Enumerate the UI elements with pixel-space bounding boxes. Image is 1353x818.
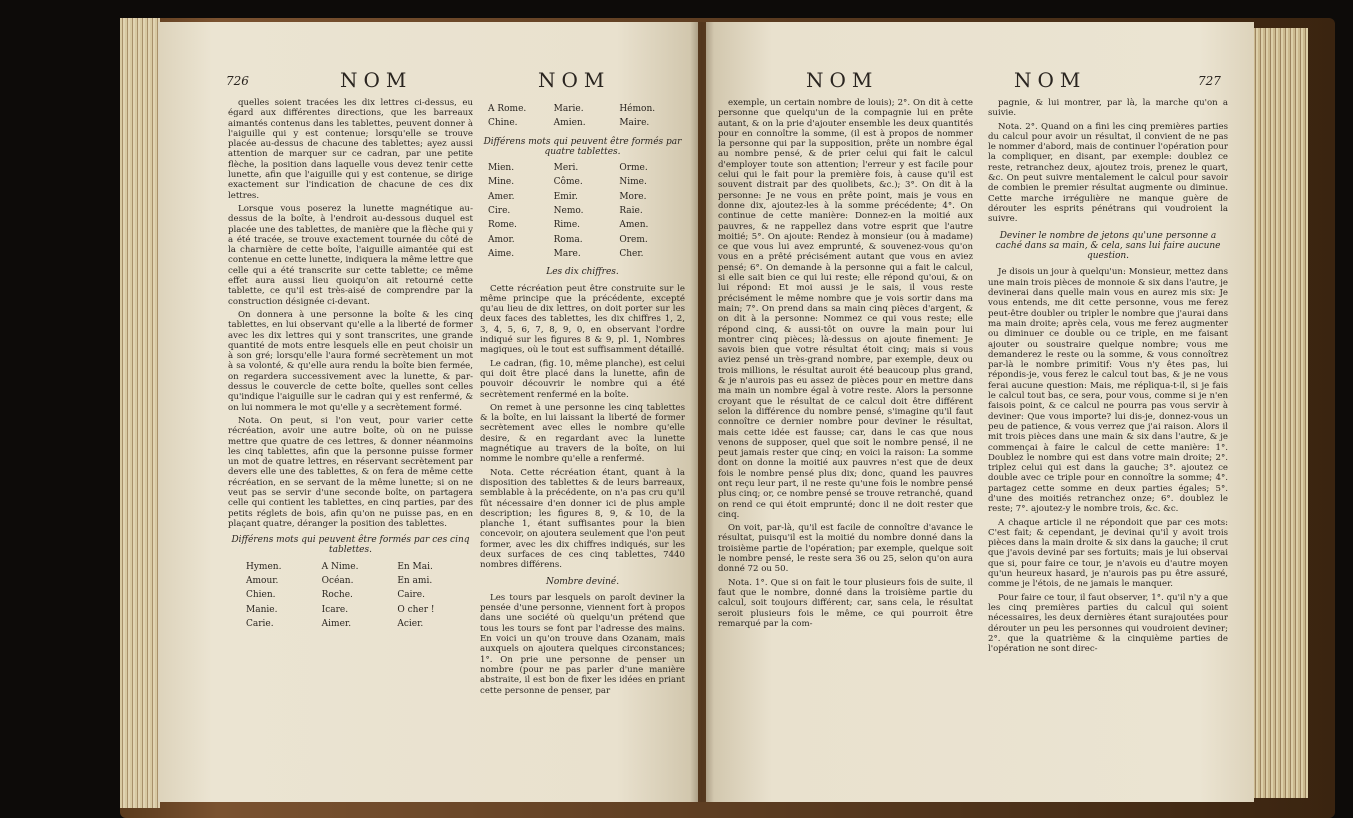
word: Mien. bbox=[488, 163, 515, 174]
section-caption: Différens mots qui peuvent être formés par ces cinq tablettes. bbox=[231, 535, 470, 556]
word: Raie. bbox=[619, 206, 643, 217]
paragraph: quelles soient tracées les dix lettres ci-dessus, eu égard aux différentes directions, que les barreaux aimantés contenus dans les tablettes, peuvent donner à l'aiguille qui y est contenue; lorsqu'elle se trouve placée au-dessus de chacune des tablettes; ayez aussi attention de marquer sur ce cadran, par une petite flèche, la position dans laquelle vous devez tenir cette lunette, afin que l'aiguille qui y est contenue, se dirige exactement sur l'indication de chacune de ces dix lettres. bbox=[228, 98, 473, 201]
word: Caire. bbox=[397, 590, 425, 601]
paragraph: Je disois un jour à quelqu'un: Monsieur, mettez dans une main trois pièces de monnoie & six dans l'autre, je devinerai dans quelle main vous en aurez mis six: Je vous entends, me dit cette personne, vous me ferez peut-être doubler ou tripler le nombre que j'aurai dans ma main droite; après cela, vous me ferez augmenter ou diminuer ce double ou ce triple, en me faisant ajouter ou soustraire quelque nombre; vous me demanderez le reste ou la somme, & vous connoîtrez par-là le nombre primitif: Vous n'y êtes pas, lui répondis-je, vous ferez le calcul tout bas, & je ne vous ferai aucune question: Mais, me répliqua-t-il, si je fais le calcul tout bas, ce sera, pour vous, comme si je n'en faisois point, & ce calcul ne pourra pas vous servir à deviner: Que vous importe? lui dis-je, donnez-vous un peu de patience, & vous verrez que j'ai raison. Alors il mit trois pièces dans une main & six dans l'autre, & je commençai à faire le calcul de cette manière: 1°. Doublez le nombre qui est dans votre main droite; 2°. triplez celui qui est dans la gauche; 3°. ajoutez ce double avec ce triple pour en connoître la somme; 4°. partagez cette somme en deux parties égales; 5°. d'une des moitiés retranchez onze; 6°. doublez le reste; 7°. ajoutez-y le nombre trois, &c. &c. bbox=[988, 267, 1228, 515]
word: Amen. bbox=[619, 220, 649, 231]
word: En ami. bbox=[397, 576, 433, 587]
running-head-left: NOM bbox=[340, 68, 413, 92]
paragraph: Nota. On peut, si l'on veut, pour varier cette récréation, avoir une autre boîte, où on ne puisse mettre que quatre de ces lettres, & donner néanmoins les cinq tablettes, afin que la personne puisse former un mot de quatre lettres, en réservant secrètement par devers elle une des tablettes, & on fera de même cette récréation, en se servant de la même lunette; si on ne veut pas se servir d'une seconde boîte, on partagera celle qui contient les tablettes, en cinq parties, par des petits réglets de bois, afin qu'on ne puisse pas, en en plaçant quatre, déranger la position des tablettes. bbox=[228, 415, 473, 529]
paragraph: Pour faire ce tour, il faut observer, 1°. qu'il n'y a que les cinq premières parties du calcul qui soient nécessaires, les deux dernières étant surajoutées pour dérouter un peu les personnes qui voudroient deviner; 2°. que la quatrième & la cinquième parties de l'opération ne sont direc- bbox=[988, 592, 1228, 655]
paragraph: Nota. 1°. Que si on fait le tour plusieurs fois de suite, il faut que le nombre, donné dans la troisième partie du calcul, soit toujours différent; car, sans cela, le résultat seroit plusieurs fois le même, ce qui pourroit être remarqué par la com- bbox=[718, 577, 973, 629]
running-head-right: NOM bbox=[1014, 68, 1087, 92]
word-list-top bbox=[488, 104, 685, 129]
word: Mine. bbox=[488, 177, 515, 188]
paragraph: On remet à une personne les cinq tablettes & la boîte, en lui laissant la liberté de former secrètement avec elles le nombre qu'elle desire, & en regardant avec la lunette magnétique au travers de la boîte, on lui nomme le nombre qu'elle a renfermé. bbox=[480, 402, 685, 465]
word: Aimer. bbox=[321, 618, 352, 629]
word: Chine. bbox=[488, 118, 518, 129]
paragraph: A chaque article il ne répondoit que par ces mots: C'est fait; & cependant, je devinai qu'il y avoit trois pièces dans la main droite & six dans la gauche; il crut que j'avois deviné par ses fortuits; mais je lui observai que si, pour faire ce tour, je n'avois eu d'autre moyen qu'un heureux hasard, je n'aurois pas pu être assuré, comme je l'étois, de ne jamais le manquer. bbox=[988, 517, 1228, 590]
word: Amer. bbox=[488, 191, 515, 202]
word: Orem. bbox=[619, 234, 648, 245]
paragraph: Nota. 2°. Quand on a fini les cinq premières parties du calcul pour avoir un résultat, il convient de ne pas le nommer d'abord, mais de continuer l'opération pour la compliquer, en disant, par exemple: doublez ce reste, retranchez deux, ajoutez trois, prenez le quart, &c. On peut suivre mentalement le calcul pour savoir de combien le premier résultat augmente ou diminue. Cette marche irrégulière ne manque guère de dérouter les esprits pénétrans qui voudroient la suivre. bbox=[988, 121, 1228, 225]
word: Côme. bbox=[553, 177, 583, 188]
word: Cire. bbox=[488, 206, 511, 217]
word: O cher ! bbox=[397, 604, 435, 615]
word: Nime. bbox=[619, 177, 647, 188]
section-caption: Différens mots qui peuvent être formés par quatre tablettes. bbox=[483, 136, 682, 157]
word: En Mai. bbox=[397, 561, 433, 572]
paragraph: Lorsque vous poserez la lunette magnétique au-dessus de la boîte, à l'endroit au-dessous duquel est placée une des tablettes, de manière que la flèche qui y a été tracée, se trouve exactement tournée du côté de la charnière de cette boîte, l'aiguille aimantée qui est contenue en cette lunette, indiquera la même lettre que celle qui a été transcrite sur cette tablette; ce même effet aura aussi lieu quoiqu'on ait retourné cette tablette, ce qu'il est très-aisé de comprendre par la construction désignée ci-devant. bbox=[228, 203, 473, 307]
word: Hémon. bbox=[619, 104, 656, 114]
paragraph: Cette récréation peut être construite sur le même principe que la précédente, excepté qu'au lieu de dix lettres, on doit porter sur les deux faces des tablettes, les dix chiffres 1, 2, 3, 4, 5, 6, 7, 8, 9, 0, en observant l'ordre indiqué sur les figures 8 & 9, pl. 1, Nombres magiques, où le tout est suffisamment détaillé. bbox=[480, 283, 685, 356]
word: Manie. bbox=[246, 604, 278, 615]
word: Chien. bbox=[246, 590, 276, 601]
word: Hymen. bbox=[246, 561, 282, 572]
section-title: Les dix chiffres. bbox=[546, 267, 619, 278]
word: Cher. bbox=[619, 248, 644, 259]
word: Acier. bbox=[397, 618, 424, 629]
word: Amor. bbox=[488, 234, 515, 245]
left-column-2 bbox=[480, 98, 685, 699]
word: Nemo. bbox=[553, 206, 584, 217]
book-gutter bbox=[690, 22, 714, 802]
paragraph: Le cadran, (fig. 10, même planche), est celui qui doit être placé dans la lunette, afin de pouvoir découvrir le nombre qui a été secrètement renfermé en la boîte. bbox=[480, 358, 685, 400]
word: Roche. bbox=[321, 590, 353, 601]
word-list-four bbox=[488, 163, 685, 259]
word-list bbox=[246, 562, 473, 629]
page-edges-left bbox=[120, 18, 160, 808]
right-page bbox=[706, 22, 1254, 802]
paragraph: pagnie, & lui montrer, par là, la marche qu'on a suivie. bbox=[988, 98, 1228, 119]
word: Rome. bbox=[488, 220, 517, 231]
page-number: 726 bbox=[226, 74, 249, 88]
word: Emir. bbox=[553, 191, 578, 202]
right-column-1 bbox=[718, 98, 973, 632]
word: Roma. bbox=[553, 234, 583, 245]
running-head-right: NOM bbox=[538, 68, 611, 92]
section-title: Nombre deviné. bbox=[545, 576, 620, 587]
word: Maire. bbox=[619, 118, 650, 129]
word: Orme. bbox=[619, 163, 648, 174]
paragraph: On donnera à une personne la boîte & les cinq tablettes, en lui observant qu'elle a la liberté de former avec les dix lettres qui y sont transcrites, une grande quantité de mots entre lesquels elle en peut choisir un à son gré; lorsqu'elle l'aura formé secrètement un mot à sa volonté, & qu'elle aura rendu la boîte bien fermée, on regardera successivement avec la lunette, & par-dessus le couvercle de cette boîte, quelles sont celles qu'indique l'aiguille sur le cadran qui y est renfermé, & on lui nommera le mot qu'elle y a secrètement formé. bbox=[228, 309, 473, 413]
left-page bbox=[158, 22, 698, 802]
page-edges-right bbox=[1248, 28, 1308, 798]
word: Aime. bbox=[488, 248, 515, 259]
word: A Rome. bbox=[488, 104, 527, 114]
word: Rime. bbox=[553, 220, 581, 231]
word: Meri. bbox=[553, 163, 579, 174]
paragraph: Les tours par lesquels on paroît deviner la pensée d'une personne, viennent fort à propos dans une société où quelqu'un prétend que tous les tours se font par l'adresse des mains. En voici un qu'on trouve dans Ozanam, mais auxquels on ajoutera quelques circonstances; 1°. On prie une personne de penser un nombre (pour ne pas parler d'une manière abstraite, il est bon de fixer les idées en priant cette personne de penser, par bbox=[480, 592, 685, 696]
paragraph: Nota. Cette récréation étant, quant à la disposition des tablettes & de leurs barreaux, semblable à la précédente, on n'a pas cru qu'il fût nécessaire d'en donner ici de plus ample description; les figures 8, 9, & 10, de la planche 1, étant suffisantes pour la bien concevoir, on ajoutera seulement que l'on peut former, avec les dix chiffres indiqués, sur les deux surfaces de ces cinq tablettes, 7440 nombres différens. bbox=[480, 467, 685, 571]
word: Mare. bbox=[553, 248, 581, 259]
paragraph: exemple, un certain nombre de louis); 2°. On dit à cette personne que quelqu'un de la compagnie lui en prête autant, & on la prie d'ajouter ensemble les deux quantités pour en connoître la somme, (il est à propos de nommer la personne qui par la supposition, prête un nombre égal au nombre pensé, & de prier celui qui fait le calcul d'employer toute son attention; l'erreur y est facile pour celui qui le fait pour la première fois, à cause qu'il est souvent distrait par des quolibets, &c.); 3°. On dit à la personne: Je ne vous en prête point, mais je vous en donne dix, ajoutez-les à la somme précédente; 4°. On continue de cette manière: Donnez-en la moitié aux pauvres, & ne rappellez dans votre esprit que l'autre moitié; 5°. On ajoute: Rendez à monsieur (ou à madame) ce que vous lui avez emprunté, & souvenez-vous qu'on vous en a prêté précisément autant que vous en aviez pensé; 6°. On demande à la personne qui a fait le calcul, si elle sait bien ce qui lui reste; elle répond qu'oui, & on lui répond: Et moi aussi je le sais, il vous reste précisément le même nombre que je vois sortir dans ma main; 7°. On prend dans sa main cinq pièces d'argent, & on dit à la personne: Nommez ce qui vous reste; elle répond cinq, & aussi-tôt on ouvre la main pour lui montrer cinq pièces; là-dessus on ajoute finement: Je savois bien que votre résultat étoit cinq; mais si vous aviez pensé un très-grand nombre, par exemple, deux ou trois millions, le résultat auroit été beaucoup plus grand, & je n'aurois pas eu assez de pièces pour en mettre dans ma main un nombre égal à votre reste. Alors la personne croyant que le résultat de ce calcul doit être différent selon la différence du nombre pensé, s'imagine qu'il faut connoître ce dernier nombre pour deviner le résultat, mais cette idée est fausse; car, dans le cas que nous venons de supposer, quel que soit le nombre pensé, il ne peut jamais rester que cinq; en voici la raison: La somme dont on donne la moitié aux pauvres n'est que de deux fois le nombre pensé plus dix; donc, quand les pauvres ont reçu leur part, il ne reste qu'une fois le nombre pensé plus cinq; or, ce nombre pensé se trouve retranché, quand on rend ce qui étoit emprunté; donc il ne doit rester que cinq. bbox=[718, 98, 973, 520]
word: Amour. bbox=[246, 576, 279, 587]
word: A Nime. bbox=[321, 561, 359, 572]
right-column-2 bbox=[988, 98, 1228, 657]
word: Amien. bbox=[553, 118, 586, 129]
left-column-1 bbox=[228, 98, 473, 637]
paragraph: On voit, par-là, qu'il est facile de connoître d'avance le résultat, puisqu'il est la moitié du nombre donné dans la troisième partie de l'opération; par exemple, quelque soit le nombre pensé, le reste sera 36 ou 25, selon qu'on aura donné 72 ou 50. bbox=[718, 523, 973, 575]
word: Icare. bbox=[321, 604, 349, 615]
word: Carie. bbox=[246, 618, 274, 629]
running-head-left: NOM bbox=[806, 68, 879, 92]
section-caption: Deviner le nombre de jetons qu'une personne a caché dans sa main, & cela, sans lui faire aucune question. bbox=[995, 230, 1221, 262]
word: More. bbox=[619, 191, 647, 202]
page-number: 727 bbox=[1198, 74, 1221, 88]
word: Océan. bbox=[321, 576, 354, 587]
word: Marie. bbox=[553, 104, 584, 114]
